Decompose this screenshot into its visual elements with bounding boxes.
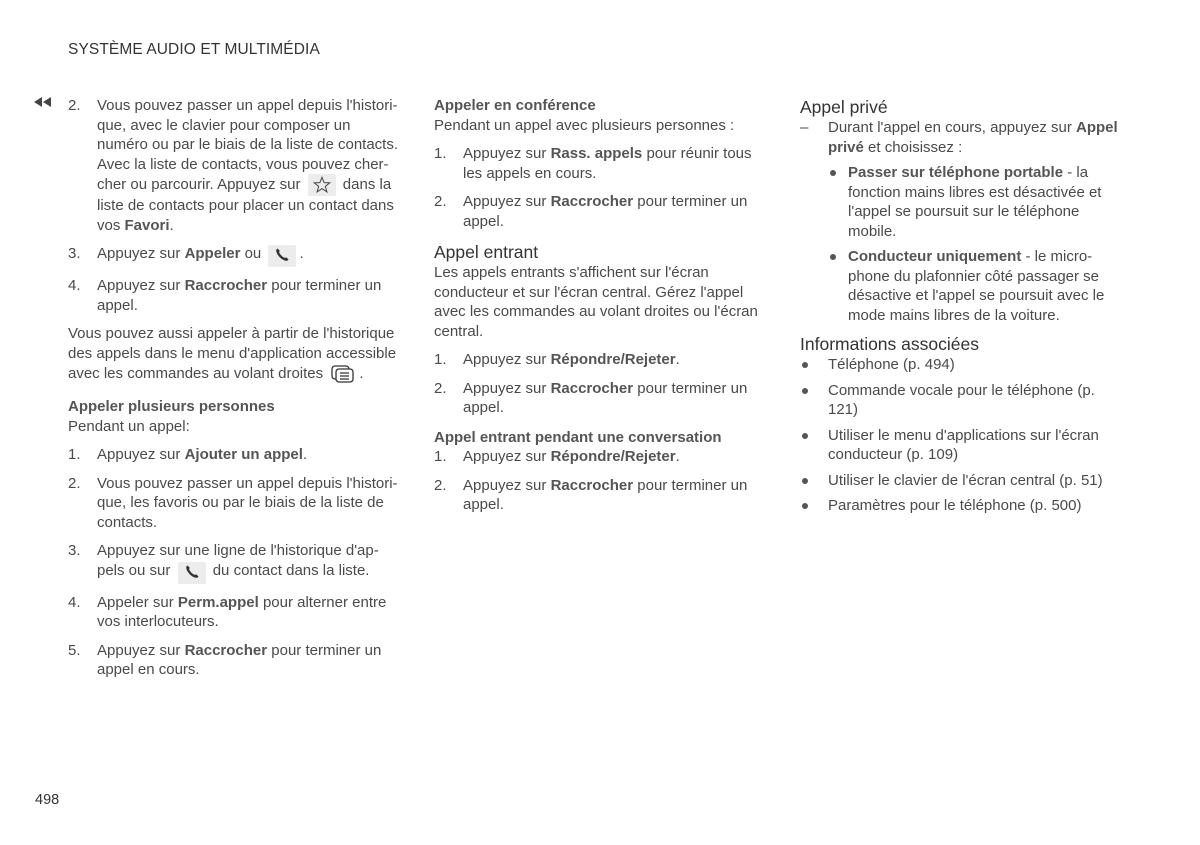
section-intro: Les appels entrants s'affichent sur l'écran conducteur et sur l'écran central. Gérez l'appel avec les commandes au volant droites ou l'écran central. bbox=[434, 264, 758, 340]
steps-list bbox=[434, 447, 770, 515]
star-icon bbox=[308, 174, 336, 196]
related-link[interactable]: Utiliser le clavier de l'écran central (p. 51) bbox=[800, 471, 1120, 491]
phone-icon bbox=[268, 245, 296, 267]
list-item: 2. Appuyez sur Raccrocher pour terminer un appel. bbox=[434, 193, 748, 230]
section-intro: Pendant un appel avec plusieurs personnes : bbox=[434, 116, 735, 134]
list-item: 1. Appuyez sur Ajouter un appel. bbox=[68, 446, 308, 463]
phone-icon bbox=[178, 562, 206, 584]
list-item: 5. Appuyez sur Raccrocher pour terminer un appel en cours. bbox=[68, 641, 382, 678]
column-1 bbox=[68, 96, 404, 689]
section-intro: Pendant un appel: bbox=[68, 417, 190, 435]
related-link[interactable]: Téléphone (p. 494) bbox=[800, 355, 1120, 375]
steps-list bbox=[434, 350, 770, 418]
steps-list bbox=[434, 144, 770, 231]
list-item: 2. Appuyez sur Raccrocher pour terminer un appel. bbox=[434, 476, 748, 513]
list-item: 3. Appuyez sur Appeler ou . bbox=[68, 244, 404, 267]
page-header: SYSTÈME AUDIO ET MULTIMÉDIA bbox=[68, 41, 320, 58]
dash-list bbox=[800, 118, 1120, 325]
related-link[interactable]: Commande vocale pour le téléphone (p. 121) bbox=[800, 381, 1120, 420]
column-3 bbox=[800, 96, 1120, 522]
paragraph: Vous pouvez aussi appeler à partir de l'historique des appels dans le menu d'application accessible avec les commandes au volant droites . bbox=[68, 324, 404, 385]
steps-list bbox=[68, 445, 404, 680]
section-heading: Appeler en conférence bbox=[434, 97, 596, 114]
section-heading: Appeler plusieurs personnes bbox=[68, 398, 275, 415]
list-item: 2. Vous pouvez passer un appel depuis l'histori-que, avec le clavier pour composer un numéro ou par le biais de la liste de contacts. Avec la liste de contacts, vous pouvez cher-cher ou parcourir. Appuyez sur dans la liste de contacts pour placer un contact dans vos Favori. bbox=[68, 97, 399, 234]
page-number: 498 bbox=[35, 792, 60, 808]
related-link[interactable]: Paramètres pour le téléphone (p. 500) bbox=[800, 496, 1120, 516]
list-item: 4. Appuyez sur Raccrocher pour terminer un appel. bbox=[68, 277, 382, 314]
list-item: 2. Vous pouvez passer un appel depuis l'histori-que, les favoris ou par le biais de la liste de contacts. bbox=[68, 474, 398, 531]
list-item: 1. Appuyez sur Rass. appels pour réunir tous les appels en cours. bbox=[434, 145, 752, 182]
section-heading: Appel privé bbox=[800, 97, 888, 117]
steps-list bbox=[68, 96, 404, 315]
app-menu-icon bbox=[330, 363, 356, 385]
list-item: 3. Appuyez sur une ligne de l'historique d'ap-pels ou sur du contact dans la liste. bbox=[68, 541, 404, 584]
options-list bbox=[828, 163, 1120, 325]
section-heading: Informations associées bbox=[800, 334, 979, 354]
list-item: 1. Appuyez sur Répondre/Rejeter. bbox=[434, 351, 680, 368]
list-item: Conducteur uniquement - le micro-phone du plafonnier côté passager se désactive et l'appel se poursuit avec le mode mains libres de la voiture. bbox=[828, 247, 1120, 325]
related-links-list bbox=[800, 355, 1120, 516]
list-item: 4. Appeler sur Perm.appel pour alterner entre vos interlocuteurs. bbox=[68, 593, 387, 630]
list-item: Passer sur téléphone portable - la fonction mains libres est désactivée et l'appel se poursuit sur le téléphone mobile. bbox=[828, 163, 1120, 241]
list-item: 1. Appuyez sur Répondre/Rejeter. bbox=[434, 448, 680, 465]
section-heading: Appel entrant bbox=[434, 242, 539, 262]
related-link[interactable]: Utiliser le menu d'applications sur l'écran conducteur (p. 109) bbox=[800, 426, 1120, 465]
section-heading: Appel entrant pendant une conversation bbox=[434, 428, 722, 446]
column-2 bbox=[434, 96, 770, 524]
list-item: 2. Appuyez sur Raccrocher pour terminer un appel. bbox=[434, 379, 748, 416]
list-item: – Durant l'appel en cours, appuyez sur Appel privé et choisissez : Passer sur téléphone portable - la fonction mains libres est désactivée et l'appel se poursuit sur le téléphone mobile. Conducteur uniquement - le micro-phone du plafonnier côté passager se désactive et l'appel se poursuit avec le mode mains libres de la voiture. bbox=[800, 118, 1120, 325]
previous-page-icon[interactable] bbox=[34, 97, 54, 109]
